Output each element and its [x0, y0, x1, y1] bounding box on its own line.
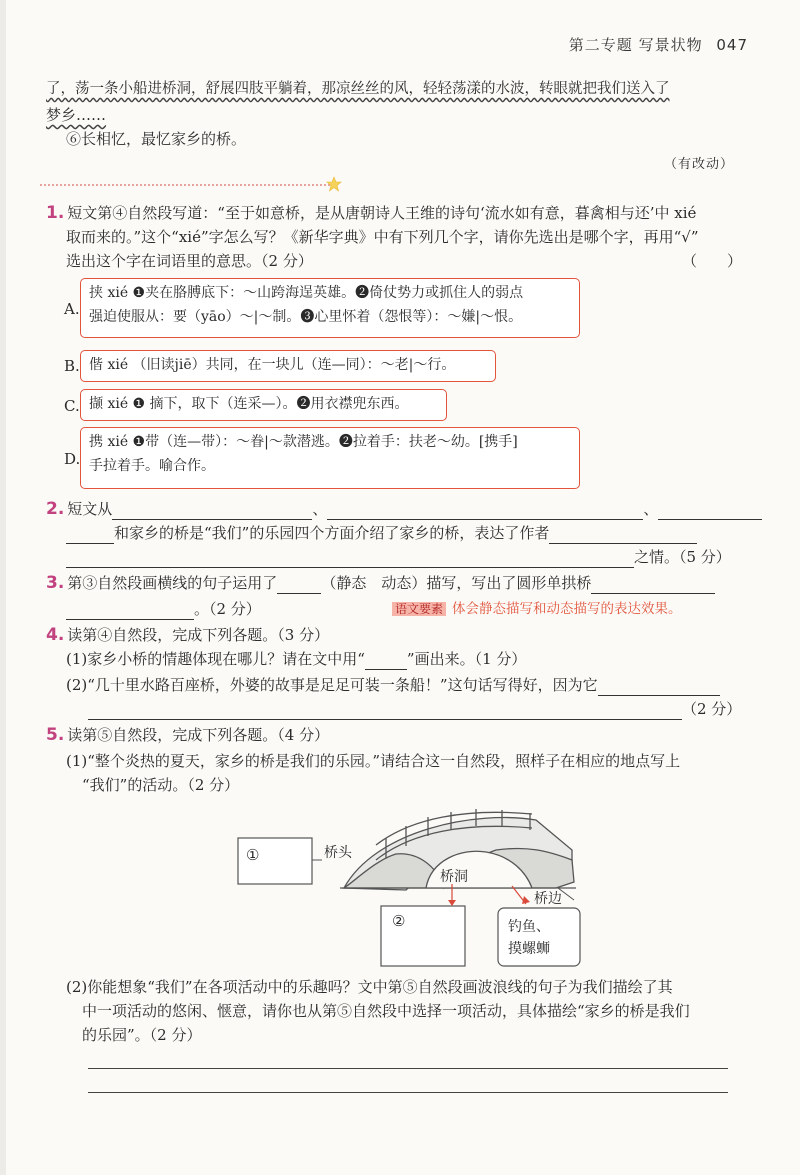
- q3-blank-2[interactable]: [591, 577, 715, 594]
- q3-suffix: 。（2 分）: [194, 600, 261, 618]
- passage-line-1: 了，荡一条小船进桥洞，舒展四肢平躺着，那凉丝丝的风，轻轻荡漾的水波，转眼就把我们送入了: [46, 81, 670, 97]
- q1-text-1: 短文第④自然段写道：“至于如意桥，是从唐朝诗人王维的诗句‘流水如有意，暮禽相与还’中 xié: [67, 204, 697, 222]
- q3-tag-text: 体会静态描写和动态描写的表达效果。: [452, 601, 682, 617]
- answer-line-2[interactable]: [88, 1092, 728, 1093]
- q2-text-2: 和家乡的桥是“我们”的乐园四个方面介绍了家乡的桥，表达了作者: [114, 524, 550, 542]
- q4-sub1-blank[interactable]: [365, 653, 407, 670]
- q3-text-1: 第③自然段画横线的句子运用了: [67, 574, 278, 592]
- q5-sub2-line-1: (2)你能想象“我们”在各项活动中的乐趣吗？文中第⑤自然段画波浪线的句子为我们描绘了其: [66, 978, 673, 996]
- figure-label-side: 桥边: [534, 891, 562, 907]
- q4-number: 4.: [46, 625, 65, 645]
- q3-line-2: [66, 598, 261, 620]
- q3-tip: [392, 598, 682, 620]
- q3-choice: （静态 动态）描写，写出了圆形单拱桥: [321, 574, 592, 592]
- q1-line-2: 取而来的。”这个“xié”字怎么写？《新华字典》中有下列几个字，请你先选出是哪个字，再用“√”: [66, 228, 699, 246]
- option-d-label[interactable]: D.: [64, 450, 81, 468]
- answer-line-1[interactable]: [88, 1068, 728, 1069]
- option-b-label[interactable]: B.: [64, 357, 80, 375]
- q5-sub2-line-3: 的乐园”。（2 分）: [82, 1026, 202, 1044]
- q4-line-1: [46, 624, 329, 646]
- q4-sub1-text: (1)家乡小桥的情趣体现在哪儿？请在文中用“: [66, 650, 365, 668]
- figure-box-1-label: ①: [246, 846, 260, 864]
- figure-label-hole: 桥洞: [440, 869, 468, 885]
- divider: [40, 184, 330, 186]
- page-edge-shadow: [0, 0, 6, 1175]
- q5-text-1: 读第⑤自然段，完成下列各题。（4 分）: [67, 726, 330, 744]
- figure-example: [508, 916, 550, 960]
- option-a-line-2: 强迫使服从：要（yāo）～|～制。❸心里怀着（怨恨等）：～嫌|～恨。: [89, 309, 523, 325]
- option-a-box[interactable]: [80, 278, 580, 338]
- option-d-line-1: 携 xié ❶带（连—带）：～眷|～款潜逃。❷拉着手：扶老～幼。[携手]: [89, 434, 518, 450]
- q2-blank-1[interactable]: [112, 503, 312, 520]
- q4-sub1-end: ”画出来。（1 分）: [406, 650, 527, 668]
- passage-source: （有改动）: [664, 157, 735, 172]
- option-c-line-1: 撷 xié ❶ 摘下，取下（连采—）。❷用衣襟兜东西。: [89, 396, 409, 412]
- option-d-box[interactable]: [80, 427, 580, 489]
- q5-sub1-line-2: “我们”的活动。（2 分）: [82, 776, 240, 794]
- q1-number: 1.: [46, 203, 65, 223]
- q4-sub2: [66, 674, 720, 696]
- q2-blank-4[interactable]: [66, 527, 114, 544]
- q3-tag: 语文要素: [392, 602, 446, 616]
- q4-sub2-blank[interactable]: [598, 679, 720, 696]
- q2-blank-6[interactable]: [66, 551, 634, 568]
- option-b-box[interactable]: [80, 350, 496, 382]
- q2-prefix: 短文从: [67, 500, 113, 518]
- page-header: [0, 34, 748, 55]
- q1-line-3: 选出这个字在词语里的意思。（2 分）: [66, 252, 313, 270]
- passage-line-3: ⑥长相忆，最忆家乡的桥。: [66, 130, 247, 148]
- q2-number: 2.: [46, 499, 65, 519]
- option-c-box[interactable]: [80, 389, 447, 421]
- q5-line-1: [46, 724, 329, 746]
- option-d-line-2: 手拉着手。喻合作。: [89, 458, 215, 474]
- q4-sub2-end: （2 分）: [682, 700, 742, 718]
- q5-sub1-line-1: (1)“整个炎热的夏天，家乡的桥是我们的乐园。”请结合这一自然段，照样子在相应的地点写上: [66, 752, 681, 770]
- q4-text-1: 读第④自然段，完成下列各题。（3 分）: [67, 626, 330, 644]
- q2-line-2: [66, 522, 697, 544]
- q2-blank-2[interactable]: [327, 503, 643, 520]
- section-title: 第二专题 写景状物: [568, 36, 703, 54]
- figure-box-2-label: ②: [392, 912, 406, 930]
- passage-line-2: 梦乡……: [46, 106, 107, 124]
- option-a-line-1: 挟 xié ❶夹在胳膊底下：～山跨海逞英雄。❷倚仗势力或抓住人的弱点: [89, 285, 524, 301]
- q4-sub1: [66, 648, 526, 670]
- star-icon: [326, 176, 342, 192]
- q1-line-1: [46, 202, 696, 224]
- q4-sub2-blank-2[interactable]: [88, 703, 682, 720]
- page-number: 047: [716, 36, 748, 54]
- option-c-label[interactable]: C.: [64, 397, 80, 415]
- q2-blank-5[interactable]: [549, 527, 697, 544]
- q5-number: 5.: [46, 725, 65, 745]
- q3-line-1: [46, 572, 715, 594]
- q3-number: 3.: [46, 573, 65, 593]
- figure-label-head: 桥头: [324, 845, 352, 861]
- q4-sub2-line-2: [88, 698, 741, 720]
- q5-sub2-line-2: 中一项活动的悠闲、惬意，请你也从第⑤自然段中选择一项活动，具体描绘“家乡的桥是我们: [82, 1002, 690, 1020]
- q4-sub2-text: (2)“几十里水路百座桥，外婆的故事是足足可装一条船！”这句话写得好，因为它: [66, 676, 598, 694]
- q2-line-3: [66, 546, 731, 568]
- q2-sep-2: 、: [643, 500, 659, 518]
- figure-example-line-1: 钓鱼、: [508, 919, 550, 935]
- option-a-label[interactable]: A.: [64, 300, 80, 318]
- q1-answer-paren[interactable]: （ ）: [682, 252, 743, 270]
- figure-example-line-2: 摸螺蛳: [508, 941, 550, 957]
- q2-suffix: 之情。（5 分）: [634, 548, 731, 566]
- q2-line-1: [46, 498, 762, 520]
- q2-blank-3[interactable]: [658, 503, 762, 520]
- q2-sep-1: 、: [312, 500, 328, 518]
- q3-blank-1[interactable]: [277, 577, 321, 594]
- q3-blank-3[interactable]: [66, 603, 194, 620]
- option-b-line-1: 偕 xié （旧读jiē）共同，在一块儿（连—同）：～老|～行。: [89, 357, 456, 373]
